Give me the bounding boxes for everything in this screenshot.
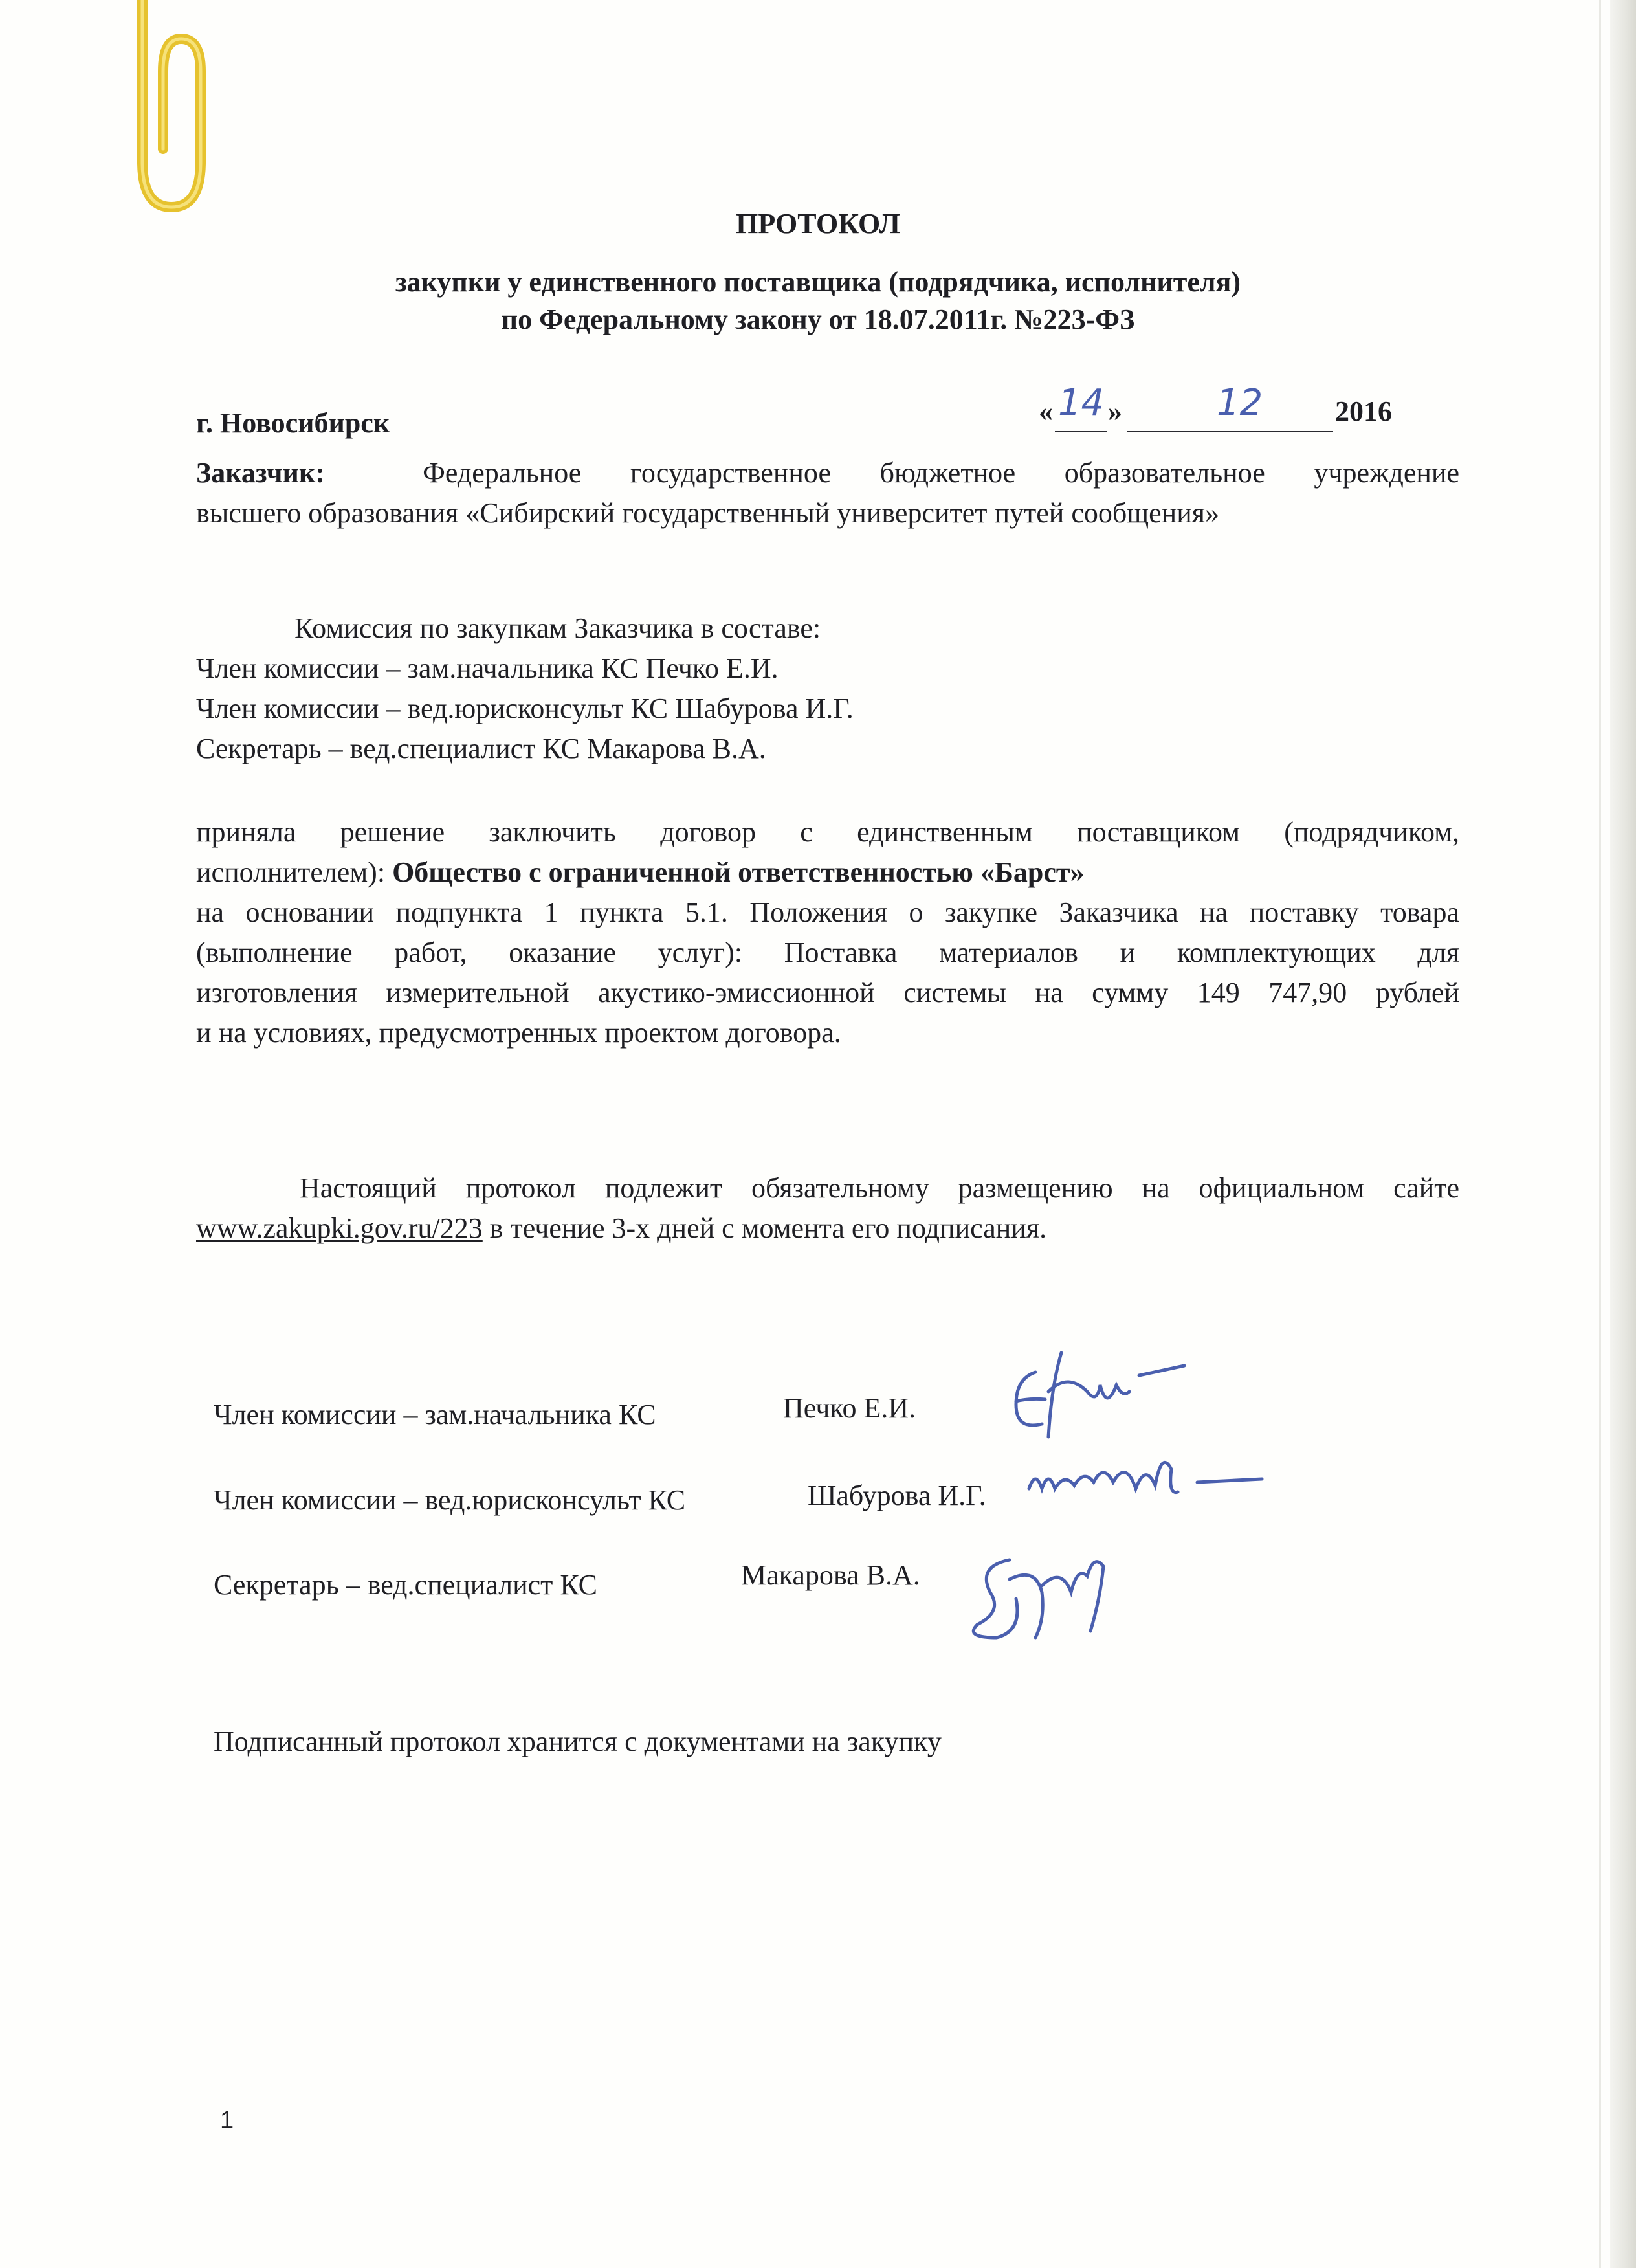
decision-line-4: (выполнение работ, оказание услуг): Поставка материалов и комплектующих для [196,937,1459,968]
document-subtitle-2: по Федеральному закону от 18.07.2011г. №223-ФЗ [501,304,1135,335]
commission-member-2: Член комиссии – вед.юрисконсульт КС Шабурова И.Г. [196,693,854,724]
publication-block [196,1168,1459,1249]
signature-role-3: Секретарь – вед.специалист КС [214,1569,598,1601]
footer-note: Подписанный протокол хранится с документами на закупку [214,1726,942,1757]
date-year: 2016 [1335,395,1392,427]
paper-clip-icon [116,0,214,233]
document-title: ПРОТОКОЛ [736,208,900,239]
zakupki-link[interactable]: www.zakupki.gov.ru/223 [196,1212,483,1244]
decision-line-5: изготовления измерительной акустико-эмиссионной системы на сумму 149 747,90 рублей [196,977,1459,1008]
commission-intro: Комиссия по закупкам Заказчика в составе: [294,612,821,644]
scan-edge-line [1599,0,1601,2268]
signature-name-1: Печко Е.И. [783,1392,916,1424]
signature-makarova [951,1540,1145,1651]
customer-line-2: высшего образования «Сибирский государственный университет путей сообщения» [196,497,1220,529]
decision-line-1: приняла решение заключить договор с единственным поставщиком (подрядчиком, [196,816,1459,848]
signature-shaburova [1016,1443,1288,1515]
date-month-handwritten: 12 [1217,382,1263,424]
publication-line-2: в течение 3-х дней с момента его подписания. [482,1212,1047,1244]
signature-role-2: Член комиссии – вед.юрисконсульт КС [214,1484,686,1516]
date-open-quote: « [1039,395,1053,427]
decision-line-2: исполнителем): [196,856,393,888]
customer-label: Заказчик: [196,457,325,489]
decision-line-6: и на условиях, предусмотренных проектом договора. [196,1017,841,1049]
commission-member-1: Член комиссии – зам.начальника КС Печко Е.И. [196,652,779,684]
decision-line-3: на основании подпункта 1 пункта 5.1. Положения о закупке Заказчика на поставку товара [196,896,1459,928]
signature-pechko [990,1346,1262,1450]
signature-name-2: Шабурова И.Г. [808,1480,986,1511]
date-close-quote: » [1108,395,1122,427]
date-month-underline [1127,431,1333,432]
page-number: 1 [220,2107,234,2134]
scan-edge [1610,0,1636,2268]
commission-secretary: Секретарь – вед.специалист КС Макарова В.А. [196,733,766,764]
signature-role-1: Член комиссии – зам.начальника КС [214,1399,656,1430]
date-day-handwritten: 14 [1058,382,1105,424]
decision-block [196,812,1459,1053]
place: г. Новосибирск [196,407,390,439]
publication-line-1: Настоящий протокол подлежит обязательному размещению на официальном сайте [300,1172,1459,1204]
customer-block [196,453,1459,533]
signature-name-3: Макарова В.А. [741,1559,920,1591]
customer-line-1: Федеральное государственное бюджетное образовательное учреждение [423,457,1459,489]
date-day-underline [1055,431,1107,432]
document-subtitle-1: закупки у единственного поставщика (подрядчика, исполнителя) [395,266,1241,298]
supplier-name: Общество с ограниченной ответственностью «Барст» [392,856,1085,888]
